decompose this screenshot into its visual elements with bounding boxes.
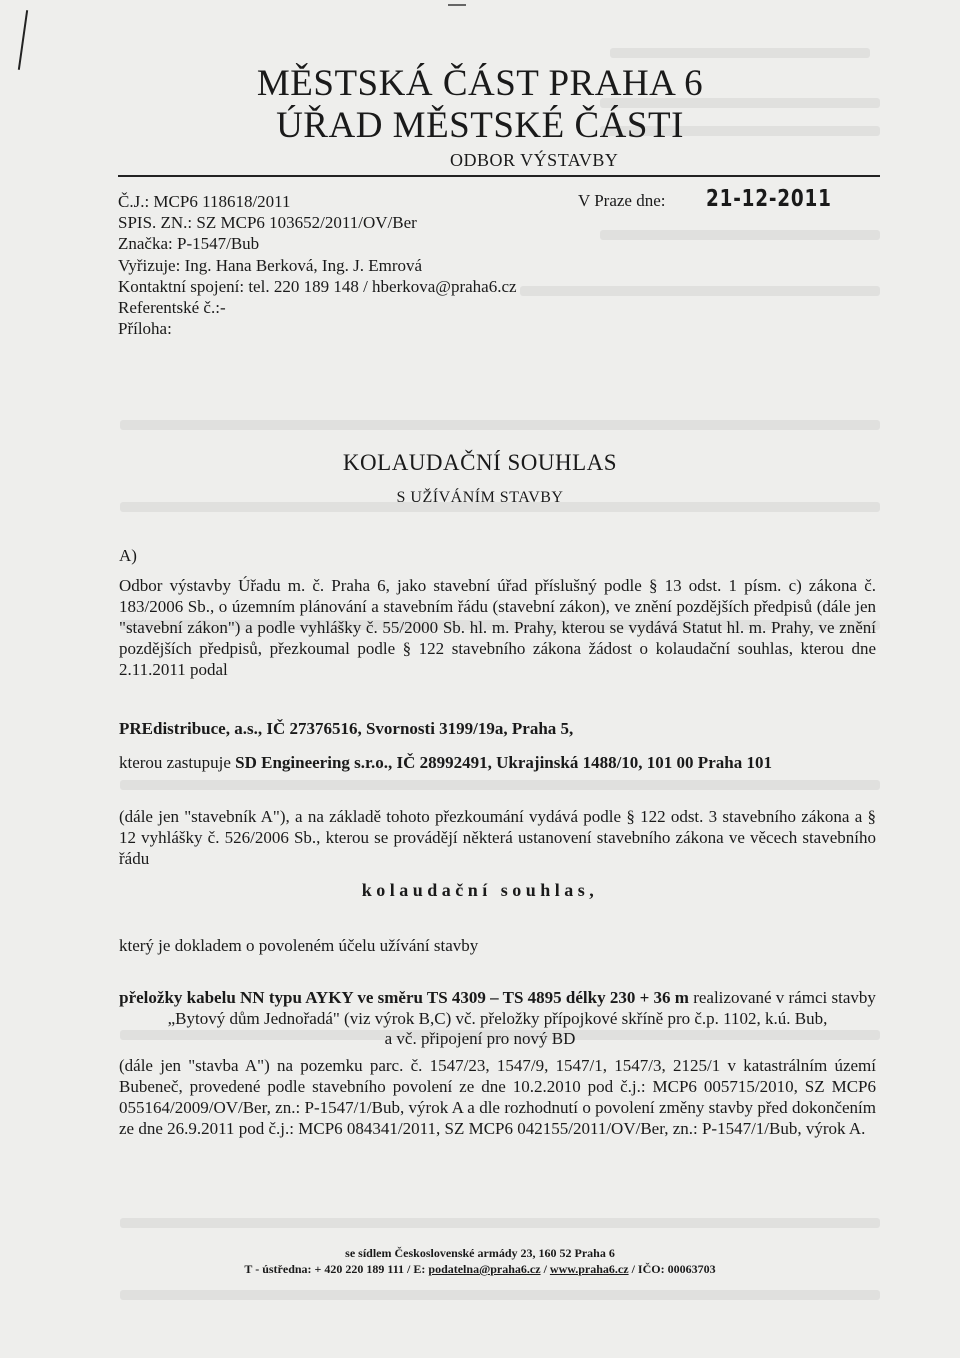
header-district: MĚSTSKÁ ČÁST PRAHA 6 [256, 63, 704, 104]
representative-line [119, 752, 876, 773]
paragraph-decision [119, 806, 876, 869]
paragraph-decision-text: (dále jen "stavebník A"), a na základě tohoto přezkoumání vydává podle § 122 odst. 3 stavebního zákona a § 12 vyhlášky č. 526/2006 Sb., kterou se provádějí některá ustanovení stavebního zákona ve věcech stavebního řádu [119, 807, 876, 868]
paragraph-building-text: (dále jen "stavba A") na pozemku parc. č. 1547/23, 1547/9, 1547/1, 1547/3, 2125/1 v katastrálním území Bubeneč, provedené podle stavebního povolení ze dne 10.2.2010 pod č.j.: MCP6 005715/2010, SZ MCP6 055164/2009/OV/Ber, zn.: P-1547/1/Bub, výrok A a dle rozhodnutí o povolení změny stavby před dokončením ze dne 26.9.2011 pod č.j.: MCP6 084341/2011, SZ MCP6 042155/2011/OV/Ber, zn.: P-1547/1/Bub, výrok A. [119, 1056, 876, 1138]
meta-spis: SPIS. ZN.: SZ MCP6 103652/2011/OV/Ber [118, 213, 417, 232]
meta-kontakt: Kontaktní spojení: tel. 220 189 148 / hberkova@praha6.cz [118, 277, 517, 296]
proof-line-text: který je dokladem o povoleném účelu užívání stavby [119, 936, 479, 955]
header-rule [118, 175, 880, 177]
place-label: V Praze dne: [578, 191, 666, 210]
project-description [119, 987, 876, 1029]
header-office: ÚŘAD MĚSTSKÉ ČÁSTI [276, 105, 684, 146]
footer-contacts [0, 1262, 960, 1277]
footer-email-link[interactable]: podatelna@praha6.cz [428, 1262, 541, 1276]
applicant-line [119, 718, 876, 739]
footer-phone: T - ústředna: + 420 220 189 111 / E: [244, 1262, 429, 1276]
meta-vyrizuje: Vyřizuje: Ing. Hana Berková, Ing. J. Emrová [118, 256, 423, 275]
representative-name: SD Engineering s.r.o., IČ 28992491, Ukrajinská 1488/10, 101 00 Praha 101 [235, 753, 772, 772]
footer-address: se sídlem Československé armády 23, 160 52 Praha 6 [345, 1246, 615, 1260]
project-details: realizované v rámci stavby „Bytový dům Jednořadá" (viz výrok B,C) vč. přeložky přípojkové skříně pro č.p. 1102, k.ú. Bub, [167, 988, 876, 1028]
meta-znacka: Značka: P-1547/Bub [118, 234, 260, 253]
paragraph-building [119, 1055, 876, 1139]
paragraph-intro [119, 575, 876, 680]
meta-cj: Č.J.: MCP6 118618/2011 [118, 192, 291, 211]
footer-ico: / IČO: 00063703 [628, 1262, 716, 1276]
footer-web-link[interactable]: www.praha6.cz [549, 1262, 629, 1276]
date-stamp: 21-12-2011 [706, 186, 832, 212]
document-subtitle: S UŽÍVÁNÍM STAVBY [396, 489, 564, 506]
section-a-label: A) [119, 546, 137, 565]
proof-line [119, 935, 876, 956]
decision-heading: kolaudační souhlas, [361, 880, 599, 900]
document-title: KOLAUDAČNÍ SOUHLAS [342, 450, 618, 475]
representative-prefix: kterou zastupuje [119, 753, 231, 772]
meta-referent: Referentské č.:- [118, 298, 226, 317]
header-department: ODBOR VÝSTAVBY [450, 150, 619, 170]
project-last-line: a vč. připojení pro nový BD [384, 1029, 576, 1048]
scan-mark [448, 4, 466, 6]
paragraph-intro-text: Odbor výstavby Úřadu m. č. Praha 6, jako stavební úřad příslušný podle § 13 odst. 1 písm. c) zákona č. 183/2006 Sb., o územním plánování a stavebním řádu (stavební zákon), ve znění pozdějších předpisů (dále jen "stavební zákon") a podle vyhlášky č. 55/2000 Sb. hl. m. Prahy, kterou se vydává Statut hl. m. Prahy, ve znění pozdějších předpisů, přezkoumal podle § 122 stavebního zákona žádost o kolaudační souhlas, kterou dne 2.11.2011 podal [119, 576, 876, 679]
meta-priloha: Příloha: [118, 319, 172, 338]
footer-separator: / [540, 1262, 550, 1276]
handwritten-margin-mark [18, 10, 28, 70]
project-title: přeložky kabelu NN typu AYKY ve směru TS 4309 – TS 4895 délky 230 + 36 m [119, 988, 689, 1007]
applicant-name: PREdistribuce, a.s., IČ 27376516, Svornosti 3199/19a, Praha 5, [119, 719, 574, 738]
